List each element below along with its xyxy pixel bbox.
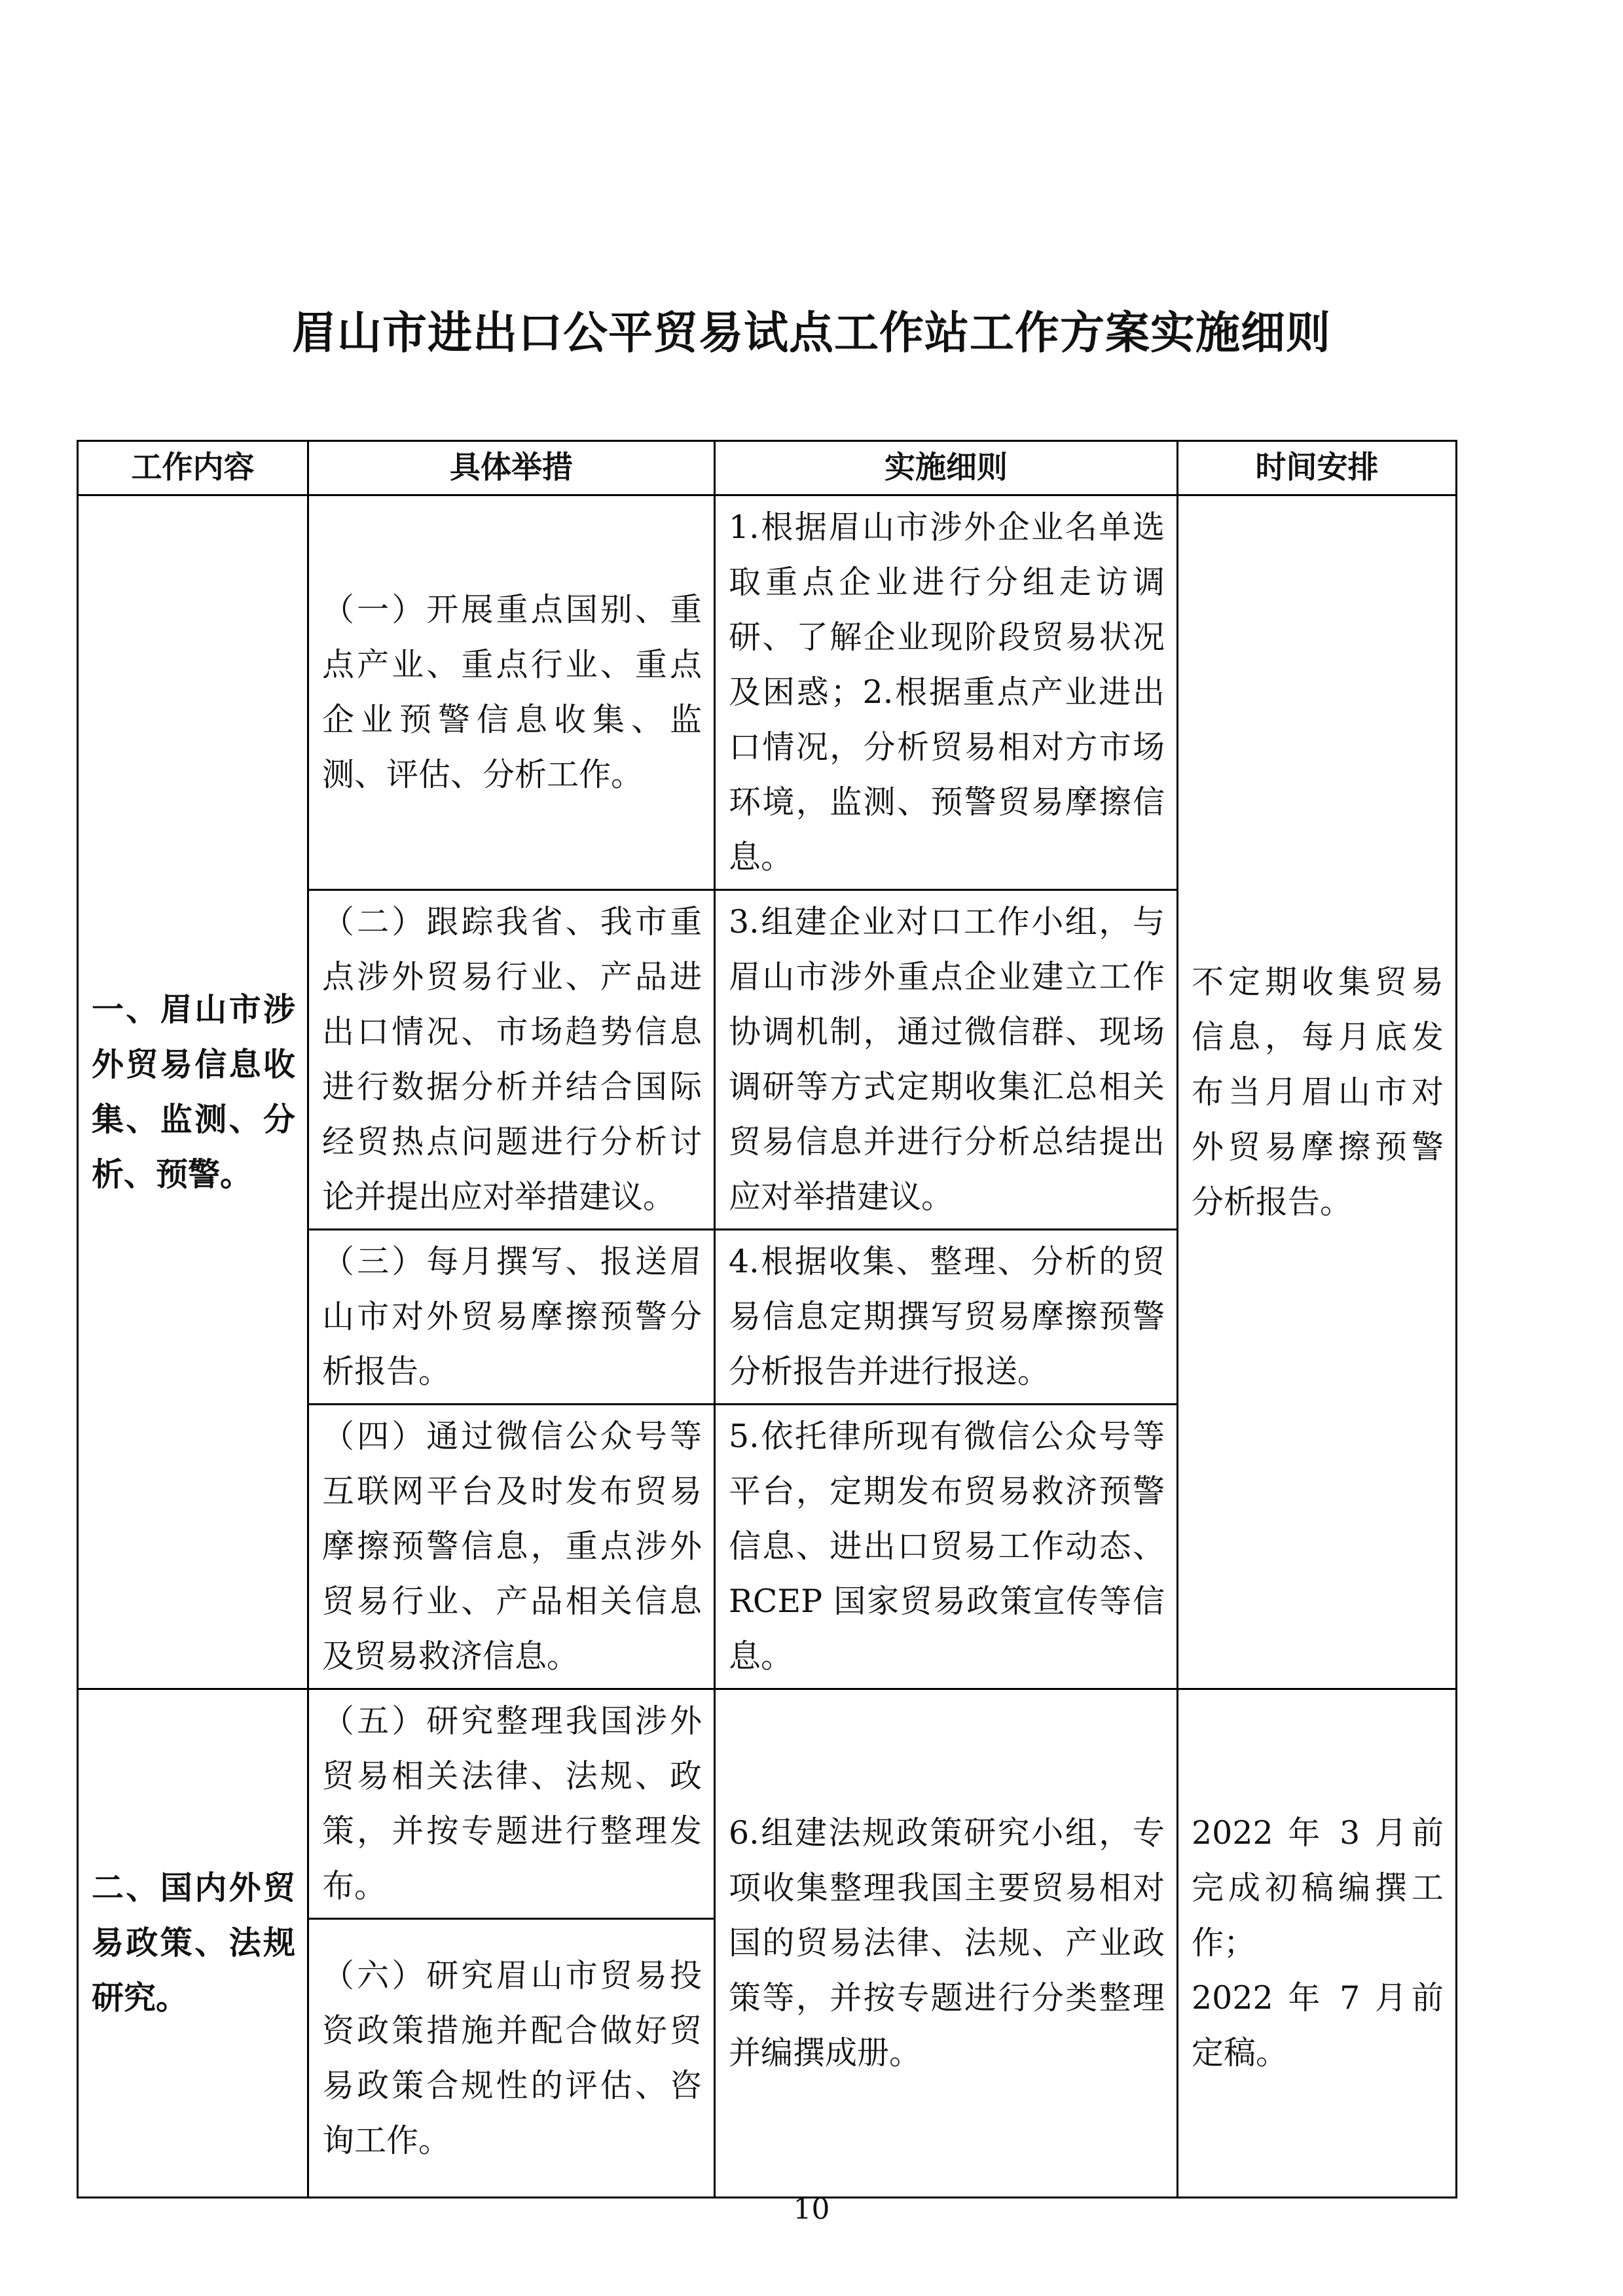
- schedule-cell: [1178, 1689, 1457, 2198]
- table-row: [78, 495, 1457, 890]
- detail-cell: 1.根据眉山市涉外企业名单选取重点企业进行分组走访调研、了解企业现阶段贸易状况及困惑；2.根据重点产业进出口情况，分析贸易相对方市场环境，监测、预警贸易摩擦信息。: [715, 495, 1178, 890]
- table-row: [78, 1689, 1457, 1919]
- schedule-line: 2022 年 7 月前定稿。: [1192, 1979, 1444, 2072]
- work-plan-table: [77, 440, 1457, 2198]
- header-implementation-details: 实施细则: [715, 441, 1178, 495]
- schedule-line: 2022 年 3 月前完成初稿编撰工作；: [1192, 1814, 1444, 1962]
- detail-cell: 5.依托律所现有微信公众号等平台，定期发布贸易救济预警信息、进出口贸易工作动态、RCEP 国家贸易政策宣传等信息。: [715, 1405, 1178, 1689]
- measure-cell: （三）每月撰写、报送眉山市对外贸易摩擦预警分析报告。: [308, 1230, 715, 1405]
- detail-cell: 6.组建法规政策研究小组，专项收集整理我国主要贸易相对国的贸易法律、法规、产业政策等，并按专题进行分类整理并编撰成册。: [715, 1689, 1178, 2198]
- measure-cell: （五）研究整理我国涉外贸易相关法律、法规、政策，并按专题进行整理发布。: [308, 1689, 715, 1919]
- header-specific-measures: 具体举措: [308, 441, 715, 495]
- measure-cell: （二）跟踪我省、我市重点涉外贸易行业、产品进出口情况、市场趋势信息进行数据分析并结合国际经贸热点问题进行分析讨论并提出应对举措建议。: [308, 890, 715, 1230]
- header-schedule: 时间安排: [1178, 441, 1457, 495]
- table-header-row: [78, 441, 1457, 495]
- document-title: 眉山市进出口公平贸易试点工作站工作方案实施细则: [291, 308, 1331, 359]
- header-work-content: 工作内容: [78, 441, 308, 495]
- detail-cell: 3.组建企业对口工作小组，与眉山市涉外重点企业建立工作协调机制，通过微信群、现场调研等方式定期收集汇总相关贸易信息并进行分析总结提出应对举措建议。: [715, 890, 1178, 1230]
- page-number: 10: [793, 2193, 830, 2226]
- measure-cell: （一）开展重点国别、重点产业、重点行业、重点企业预警信息收集、监测、评估、分析工作。: [308, 495, 715, 890]
- category-cell: 二、国内外贸易政策、法规研究。: [78, 1689, 308, 2198]
- measure-cell: （四）通过微信公众号等互联网平台及时发布贸易摩擦预警信息，重点涉外贸易行业、产品相关信息及贸易救济信息。: [308, 1405, 715, 1689]
- measure-cell: （六）研究眉山市贸易投资政策措施并配合做好贸易政策合规性的评估、咨询工作。: [308, 1919, 715, 2198]
- detail-cell: 4.根据收集、整理、分析的贸易信息定期撰写贸易摩擦预警分析报告并进行报送。: [715, 1230, 1178, 1405]
- category-cell: 一、眉山市涉外贸易信息收集、监测、分析、预警。: [78, 495, 308, 1689]
- schedule-cell: 不定期收集贸易信息，每月底发布当月眉山市对外贸易摩擦预警分析报告。: [1178, 495, 1457, 1689]
